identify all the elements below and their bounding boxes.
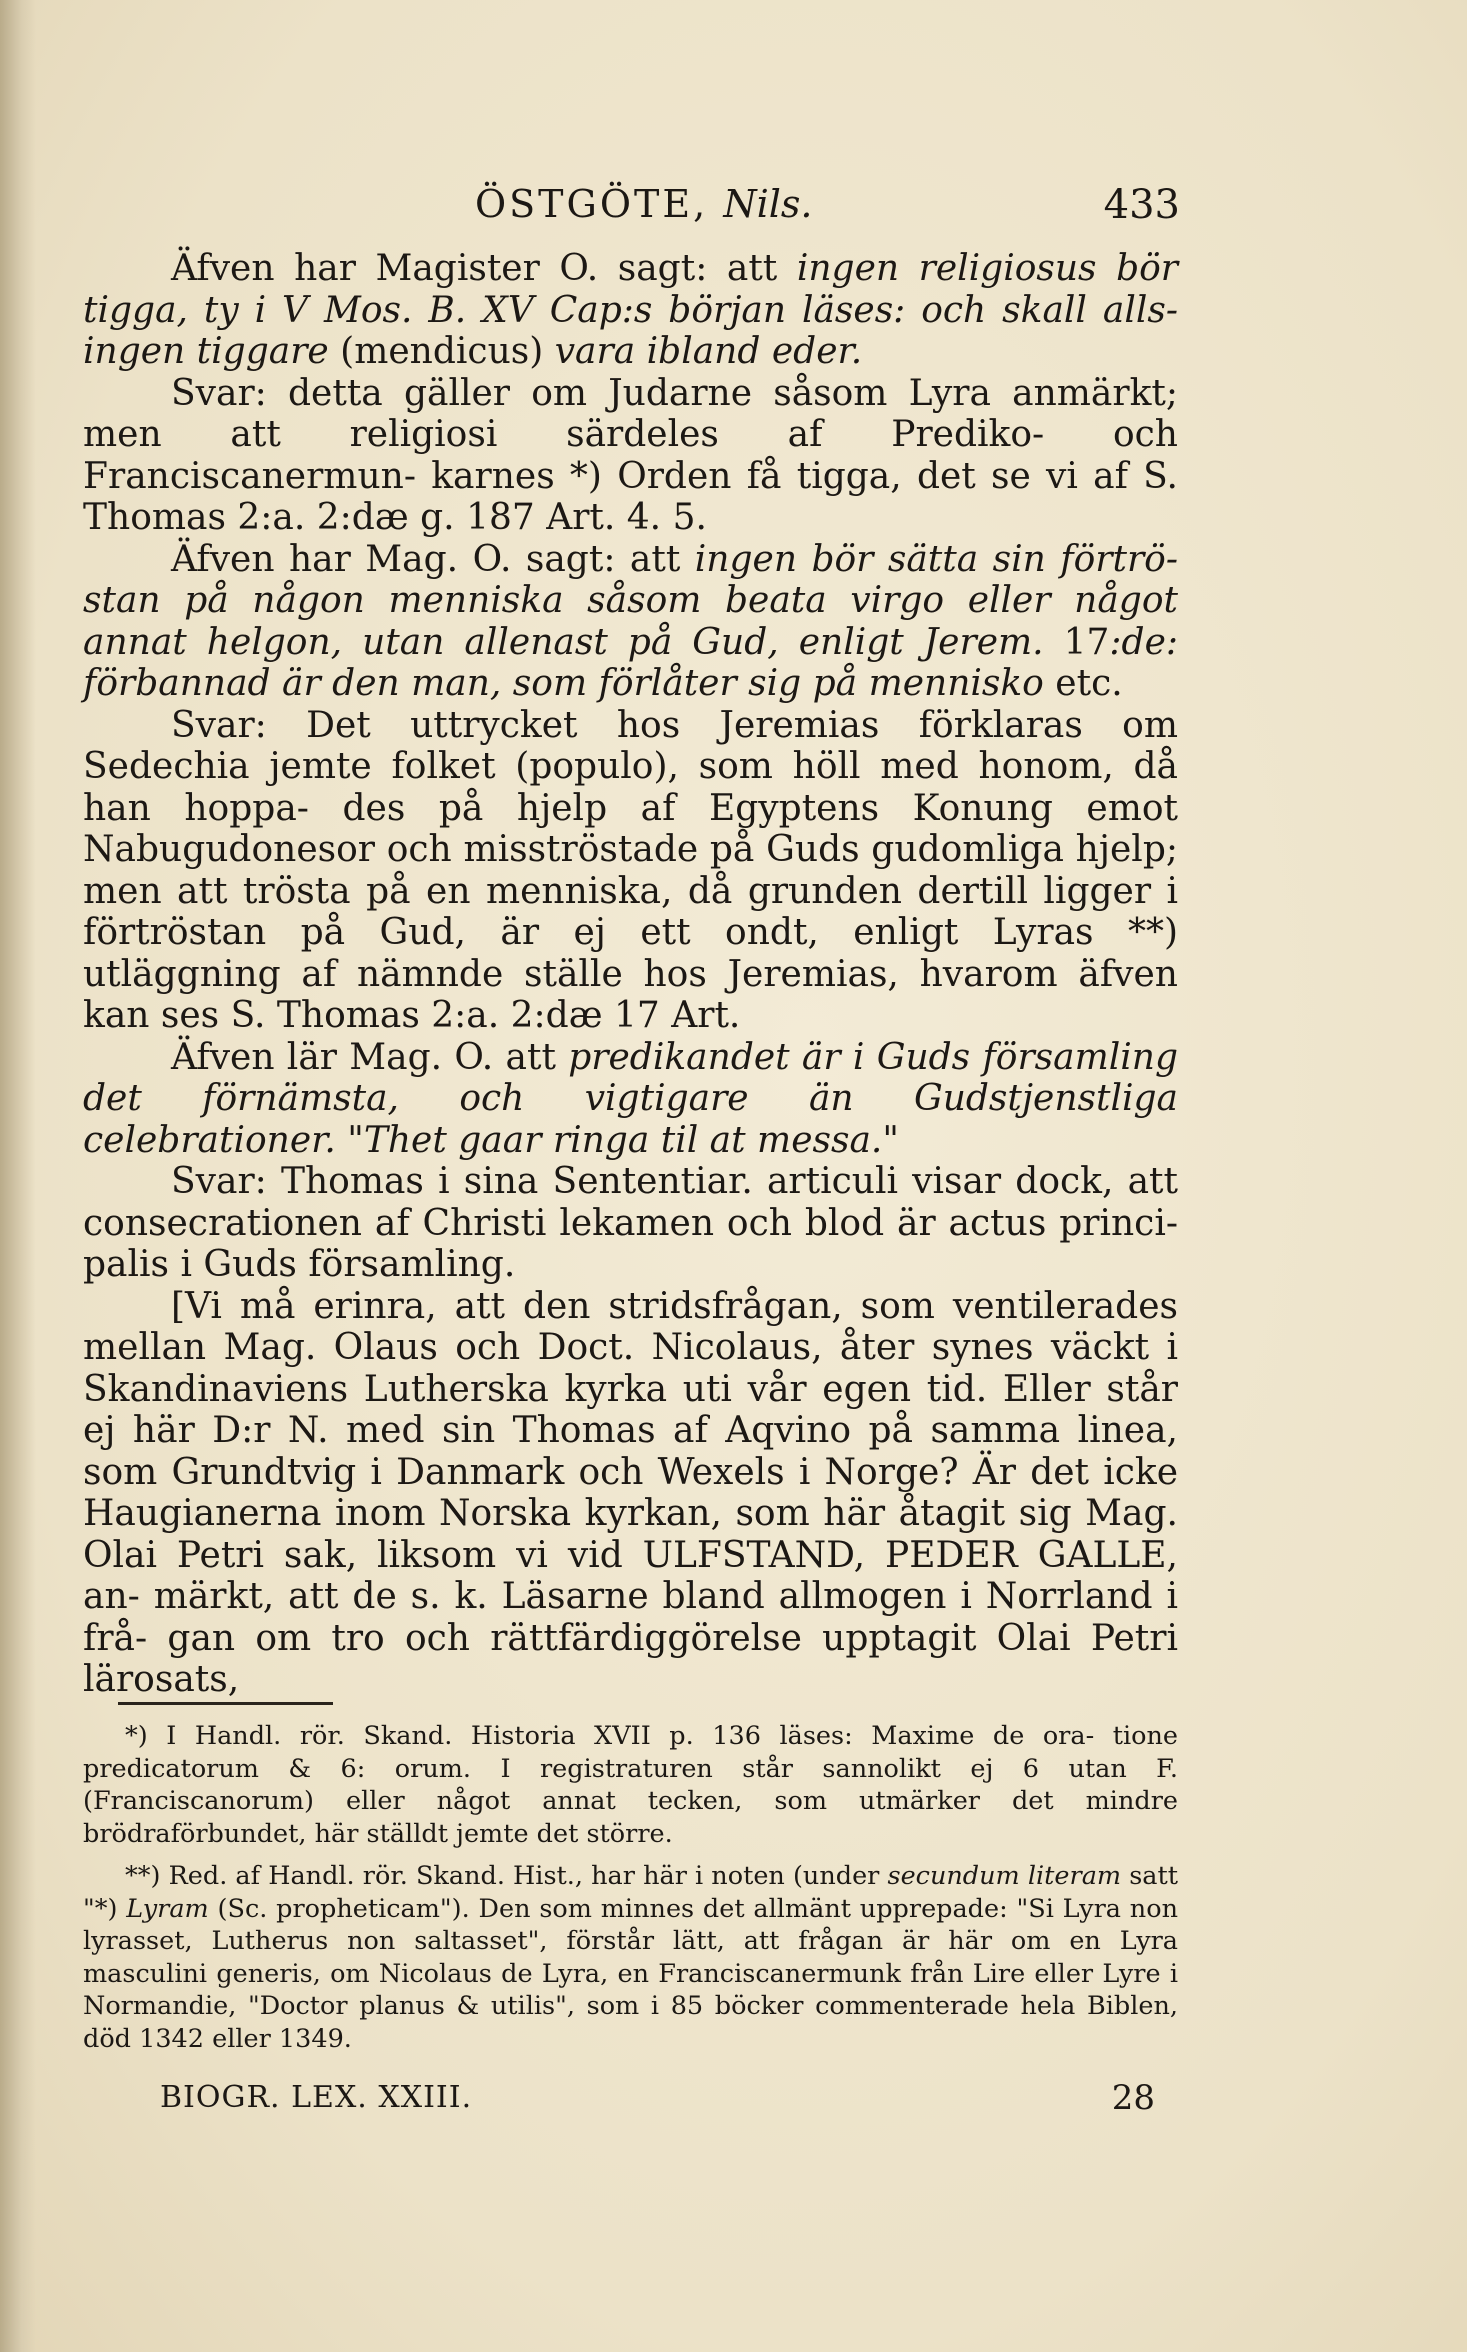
italic-segment: :de: förbannad är den man, som förlåter sig på mennisko (83, 621, 1178, 704)
italic-segment: ingen bör sätta sin förtrö- stan på någon menniska såsom beata virgo eller något annat helgon, utan allenast på Gud, enligt Jerem. (83, 538, 1178, 663)
text-segment: Svar: Thomas i sina Sententiar. articuli visar dock, att consecrationen af Christi lekamen och blod är actus princi- palis i Guds församling. (83, 1161, 1178, 1285)
paragraph (83, 1037, 1178, 1162)
text-segment: satt "*) (83, 1861, 1179, 1924)
running-head-title: ÖSTGÖTE, (475, 182, 709, 226)
footnote (83, 1860, 1178, 2055)
footnotes (83, 1720, 1178, 2065)
paragraph (83, 248, 1178, 373)
page-number: 433 (1103, 182, 1180, 228)
paragraph (83, 705, 1178, 1037)
italic-segment: predikandet är i Guds församling det förnämsta, och vigtigare än Gudstjenstliga celebrationer. "Thet gaar ringa til at messa." (83, 1036, 1178, 1161)
signature-mark: 28 (1111, 2078, 1155, 2118)
signature-text: BIOGR. LEX. XXIII. (160, 2080, 473, 2115)
italic-segment: secundum literam (887, 1861, 1122, 1891)
running-head-name: Nils. (723, 182, 813, 226)
italic-segment: vara ibland eder. (554, 331, 863, 372)
text-segment: (mendicus) (328, 331, 555, 372)
text-segment: **) Red. af Handl. rör. Skand. Hist., har här i noten (under (125, 1861, 888, 1891)
footnote-rule (118, 1702, 333, 1705)
italic-segment: Lyram (126, 1893, 209, 1924)
signature-line (160, 2080, 1175, 2120)
paragraph (83, 539, 1178, 705)
paragraph (83, 1161, 1178, 1286)
text-segment: Svar: detta gäller om Judarne såsom Lyra anmärkt; men att religiosi särdeles af Prediko- och Franciscanermun- karnes *) Orden få tigga, det se vi af S. Thomas 2:a. 2:dæ g. 187 Art. 4. 5. (83, 372, 1178, 538)
binding-shadow (0, 0, 36, 2352)
footnote (83, 1720, 1178, 1850)
italic-segment: ingen religiosus bör tigga, ty i V Mos. B. XV Cap:s början läses: och skall alls- ingen tiggare (83, 248, 1178, 372)
text-segment: etc. (1043, 663, 1123, 704)
text-segment: [Vi må erinra, att den stridsfrågan, som ventilerades mellan Mag. Olaus och Doct. Nicolaus, åter synes väckt i Skandinaviens Lutherska kyrka uti vår egen tid. Eller står ej här D:r N. med sin Thomas af Aqvino på samma linea, som Grundtvig i Danmark och Wexels i Norge? Är det icke Haugianerna inom Norska kyrkan, som här åtagit sig Mag. Olai Petri sak, liksom vi vid ULFSTAND, PEDER GALLE, an- märkt, att de s. k. Läsarne bland allmogen i Norrland i frå- gan om tro och rättfärdiggörelse upptagit Olai Petri lärosats, (83, 1285, 1178, 1700)
paragraph (83, 373, 1178, 539)
text-segment: 17 (1043, 621, 1110, 663)
text-segment: Svar: Det uttrycket hos Jeremias förklaras om Sedechia jemte folket (populo), som höll med honom, då han hoppa- des på hjelp af Egyptens Konung emot Nabugudonesor och misströstade på Guds gudomliga hjelp; men att trösta på en menniska, då grunden dertill ligger i förtröstan på Gud, är ej ett ondt, enligt Lyras **) utläggning af nämnde ställe hos Jeremias, hvarom äfven kan ses S. Thomas 2:a. 2:dæ 17 Art. (83, 704, 1178, 1036)
page-header (100, 182, 1180, 238)
text-segment: *) I Handl. rör. Skand. Historia XVII p. 136 läses: Maxime de ora- tione predicatorum & 6: orum. I registraturen står sannolikt ej 6 utan F. (Franciscanorum) eller något annat tecken, som utmärker det mindre brödraförbundet, här ställdt jemte det större. (83, 1721, 1178, 1849)
text-segment: Äfven lär Mag. O. att (171, 1036, 569, 1078)
running-head (475, 182, 812, 226)
paragraph (83, 1286, 1178, 1701)
text-segment: Äfven har Mag. O. sagt: att (171, 538, 695, 580)
text-segment: (Sc. propheticam"). Den som minnes det allmänt upprepade: "Si Lyra non lyrasset, Lutherus non saltasset", förstår lätt, att frågan är här om en Lyra masculini generis, om Nicolaus de Lyra, en Franciscanermunk från Lire eller Lyre i Normandie, "Doctor planus & utilis", som i 85 böcker commenterade hela Biblen, död 1342 eller 1349. (83, 1893, 1178, 2054)
main-text (83, 248, 1178, 1701)
text-segment: Äfven har Magister O. sagt: att (171, 248, 797, 289)
